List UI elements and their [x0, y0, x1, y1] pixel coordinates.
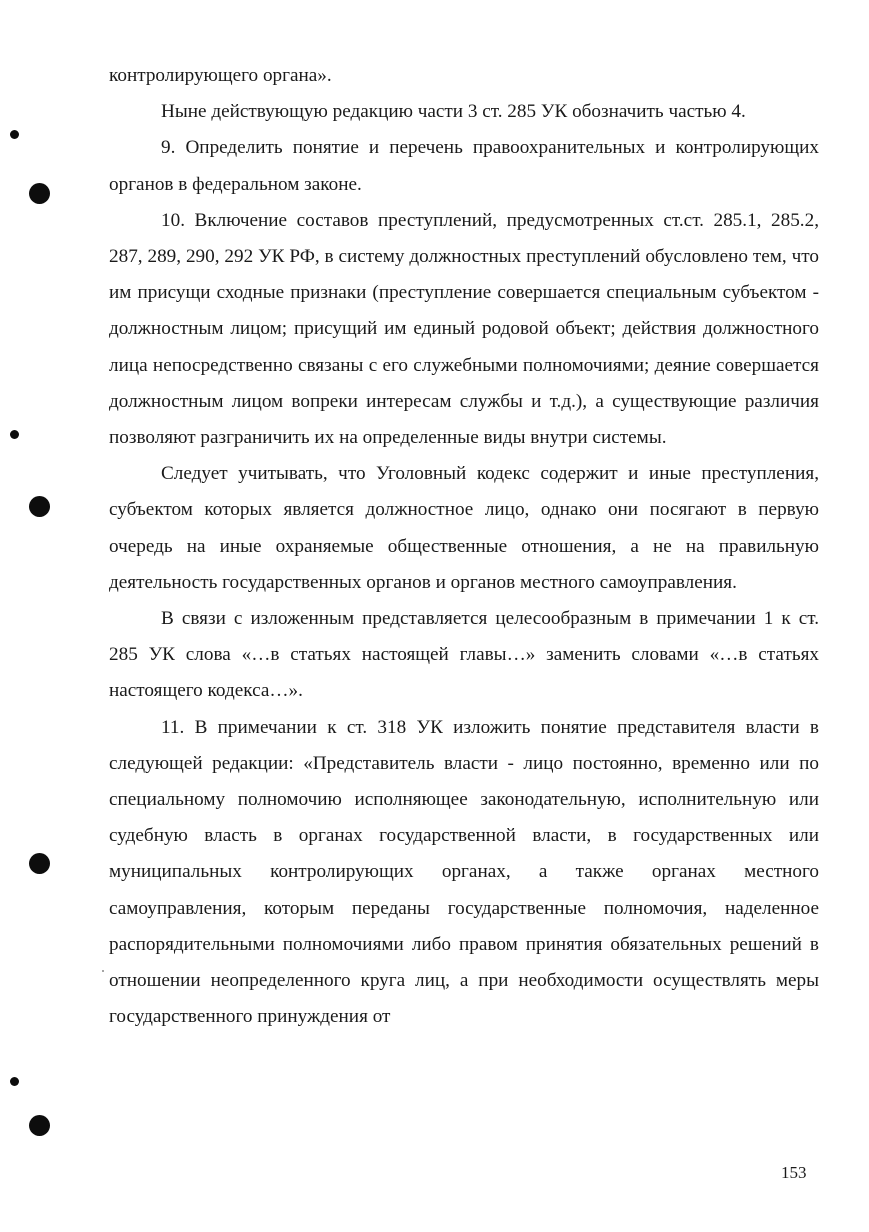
punch-hole-mark [29, 1115, 50, 1136]
paragraph: 11. В примечании к ст. 318 УК изложить понятие представителя власти в следующей редакции: «Представитель власти - лицо постоянно, временно или по специальному полномочию исполняющее законодательную, исполнительную или судебную власть в органах государственной власти, в государственных или муниципальных контролирующих органах, а также органах местного самоуправления, которым переданы государственные полномочия, наделенное распорядительными полномочиями либо правом принятия обязательных решений в отношении неопределенного круга лиц, а при необходимости осуществлять меры государственного принуждения от [109, 716, 819, 1028]
paragraph: 10. Включение составов преступлений, предусмотренных ст.ст. 285.1, 285.2, 287, 289, 290, 292 УК РФ, в систему должностных преступлений обусловлено тем, что им присущи сходные признаки (преступление совершается специальным субъектом - должностным лицом; присущий им единый родовой объект; действия должностного лица непосредственно связаны с его служебными полномочиями; деяние совершается должностным лицом вопреки интересам службы и т.д.), а существующие различия позволяют разграничить их на определенные виды внутри системы. [109, 209, 819, 449]
paragraph: В связи с изложенным представляется целесообразным в примечании 1 к ст. 285 УК слова «…в статьях настоящей главы…» заменить словами «…в статьях настоящего кодекса…». [109, 608, 819, 702]
scan-speck [102, 970, 104, 972]
binding-mark [10, 130, 19, 139]
paragraph: Следует учитывать, что Уголовный кодекс содержит и иные преступления, субъектом которых является должностное лицо, однако они посягают в первую очередь на иные охраняемые общественные отношения, а не на правильную деятельность государственных органов и органов местного самоуправления. [109, 463, 819, 593]
body-text [109, 58, 819, 1035]
paragraph: контролирующего органа». [109, 65, 332, 86]
paragraph: 9. Определить понятие и перечень правоохранительных и контролирующих органов в федеральном законе. [109, 137, 819, 195]
punch-hole-mark [29, 496, 50, 517]
punch-hole-mark [29, 183, 50, 204]
paragraph: Ныне действующую редакцию части 3 ст. 285 УК обозначить частью 4. [161, 101, 746, 123]
binding-mark [10, 430, 19, 439]
punch-hole-mark [29, 853, 50, 874]
page-number: 153 [781, 1163, 807, 1182]
binding-mark [10, 1077, 19, 1086]
